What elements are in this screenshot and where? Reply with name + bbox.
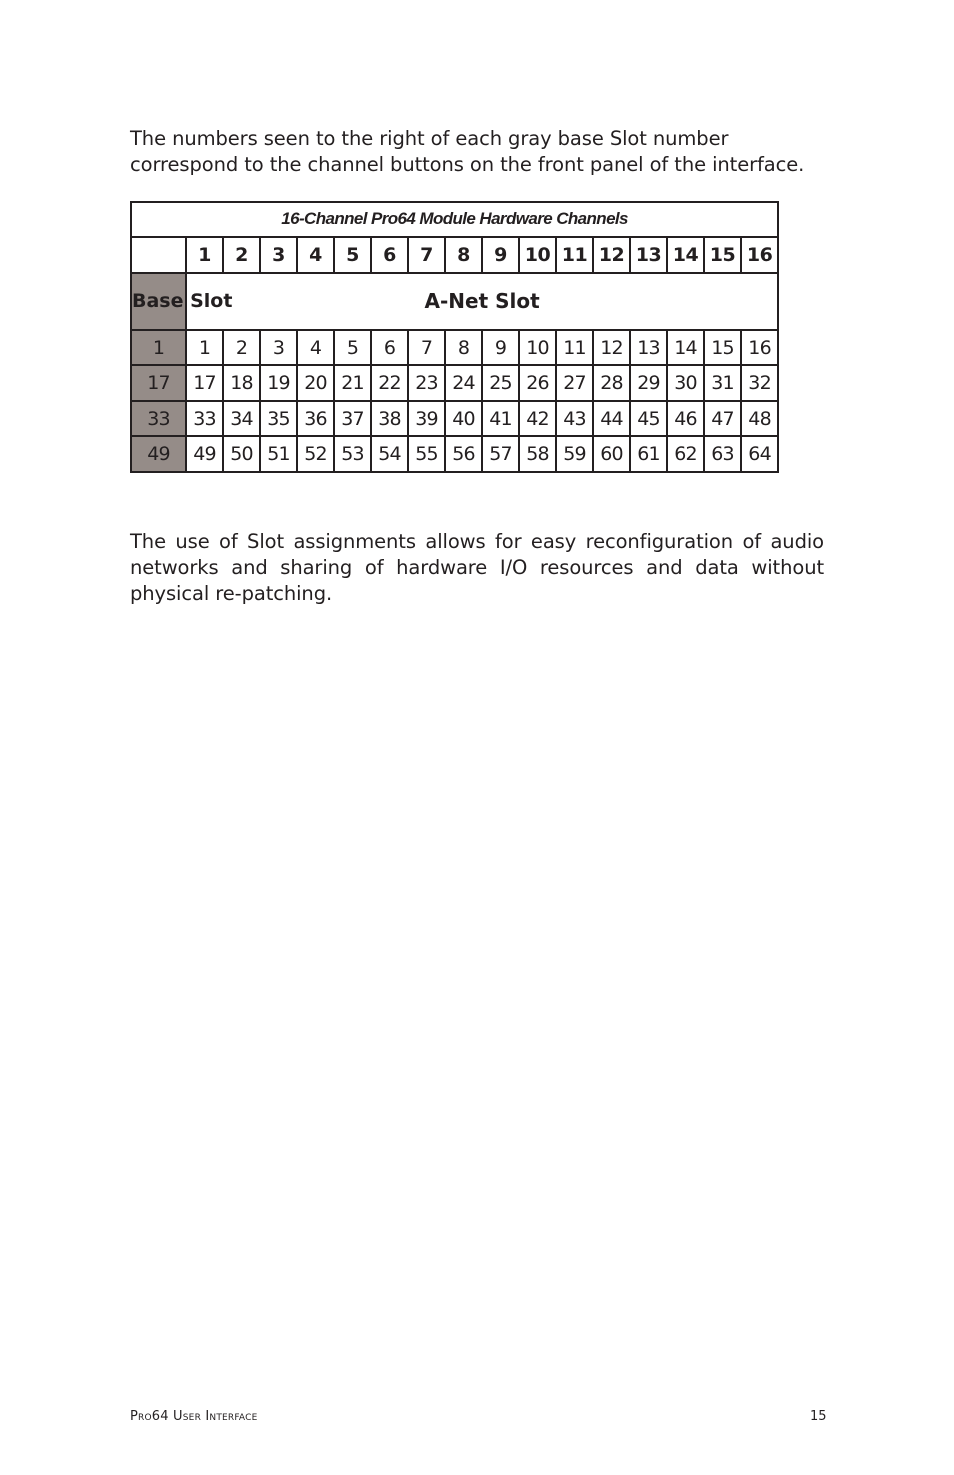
channel-cell: 20 (297, 365, 334, 401)
channel-header: 2 (223, 237, 260, 274)
channel-cell: 1 (186, 330, 223, 366)
channel-cell: 29 (630, 365, 667, 401)
channel-cell: 10 (519, 330, 556, 366)
channel-cell: 3 (260, 330, 297, 366)
channel-cell: 11 (556, 330, 593, 366)
table-row (131, 436, 778, 472)
channel-header: 12 (593, 237, 630, 274)
channel-header: 7 (408, 237, 445, 274)
channel-header: 4 (297, 237, 334, 274)
channel-cell: 49 (186, 436, 223, 472)
channel-cell: 60 (593, 436, 630, 472)
channel-cell: 56 (445, 436, 482, 472)
channel-cell: 15 (704, 330, 741, 366)
channel-cell: 63 (704, 436, 741, 472)
channel-cell: 21 (334, 365, 371, 401)
channel-cell: 46 (667, 401, 704, 437)
base-slot-cell: 1 (131, 330, 186, 366)
channel-header: 14 (667, 237, 704, 274)
channel-cell: 61 (630, 436, 667, 472)
channel-cell: 7 (408, 330, 445, 366)
channel-cell: 58 (519, 436, 556, 472)
channel-cell: 64 (741, 436, 778, 472)
table-title: 16-Channel Pro64 Module Hardware Channels (131, 202, 778, 237)
table-row (131, 330, 778, 366)
channel-cell: 53 (334, 436, 371, 472)
channel-cell: 14 (667, 330, 704, 366)
channel-cell: 47 (704, 401, 741, 437)
channel-cell: 27 (556, 365, 593, 401)
channel-cell: 6 (371, 330, 408, 366)
channel-header: 6 (371, 237, 408, 274)
channel-cell: 41 (482, 401, 519, 437)
channel-cell: 19 (260, 365, 297, 401)
channel-header: 8 (445, 237, 482, 274)
channel-cell: 13 (630, 330, 667, 366)
channel-cell: 55 (408, 436, 445, 472)
hardware-channels-table (130, 201, 779, 473)
channel-cell: 39 (408, 401, 445, 437)
channel-cell: 36 (297, 401, 334, 437)
corner-cell (131, 237, 186, 274)
channel-cell: 17 (186, 365, 223, 401)
channel-header: 10 (519, 237, 556, 274)
channel-cell: 32 (741, 365, 778, 401)
channel-header: 15 (704, 237, 741, 274)
channel-header: 13 (630, 237, 667, 274)
channel-cell: 38 (371, 401, 408, 437)
channel-cell: 44 (593, 401, 630, 437)
channel-header: 16 (741, 237, 778, 274)
channel-cell: 8 (445, 330, 482, 366)
channel-cell: 48 (741, 401, 778, 437)
channel-cell: 35 (260, 401, 297, 437)
table-row (131, 365, 778, 401)
channel-cell: 28 (593, 365, 630, 401)
channel-cell: 45 (630, 401, 667, 437)
channel-cell: 51 (260, 436, 297, 472)
table-row (131, 401, 778, 437)
channel-cell: 31 (704, 365, 741, 401)
channel-cell: 16 (741, 330, 778, 366)
channel-header-row (131, 237, 778, 274)
channel-cell: 37 (334, 401, 371, 437)
body-paragraph: The use of Slot assignments allows for easy reconfiguration of audio networks and sharing of hardware I/O resources and data without physical re-patching. (130, 530, 824, 605)
channel-cell: 40 (445, 401, 482, 437)
channel-cell: 5 (334, 330, 371, 366)
channel-cell: 54 (371, 436, 408, 472)
channel-cell: 34 (223, 401, 260, 437)
page-number: 15 (810, 1409, 827, 1424)
channel-cell: 18 (223, 365, 260, 401)
channel-cell: 43 (556, 401, 593, 437)
base-slot-cell: 17 (131, 365, 186, 401)
channel-cell: 50 (223, 436, 260, 472)
channel-cell: 22 (371, 365, 408, 401)
channel-header: 1 (186, 237, 223, 274)
channel-cell: 26 (519, 365, 556, 401)
channel-cell: 25 (482, 365, 519, 401)
base-slot-cell: 33 (131, 401, 186, 437)
channel-header: 5 (334, 237, 371, 274)
anet-slot-label: A-Net Slot (186, 273, 778, 330)
channel-cell: 59 (556, 436, 593, 472)
base-slot-cell: 49 (131, 436, 186, 472)
channel-cell: 12 (593, 330, 630, 366)
channel-cell: 2 (223, 330, 260, 366)
channel-cell: 33 (186, 401, 223, 437)
channel-cell: 23 (408, 365, 445, 401)
channel-cell: 52 (297, 436, 334, 472)
channel-cell: 9 (482, 330, 519, 366)
channel-header: 3 (260, 237, 297, 274)
channel-header: 9 (482, 237, 519, 274)
channel-cell: 57 (482, 436, 519, 472)
footer-title: Pro64 User Interface (130, 1409, 258, 1424)
channel-cell: 62 (667, 436, 704, 472)
channel-cell: 30 (667, 365, 704, 401)
base-slot-header: Base Slot (131, 273, 186, 330)
channel-cell: 42 (519, 401, 556, 437)
intro-paragraph: The numbers seen to the right of each gray base Slot number correspond to the channel buttons on the front panel of the interface. (130, 127, 805, 176)
channel-cell: 4 (297, 330, 334, 366)
channel-header: 11 (556, 237, 593, 274)
channel-cell: 24 (445, 365, 482, 401)
